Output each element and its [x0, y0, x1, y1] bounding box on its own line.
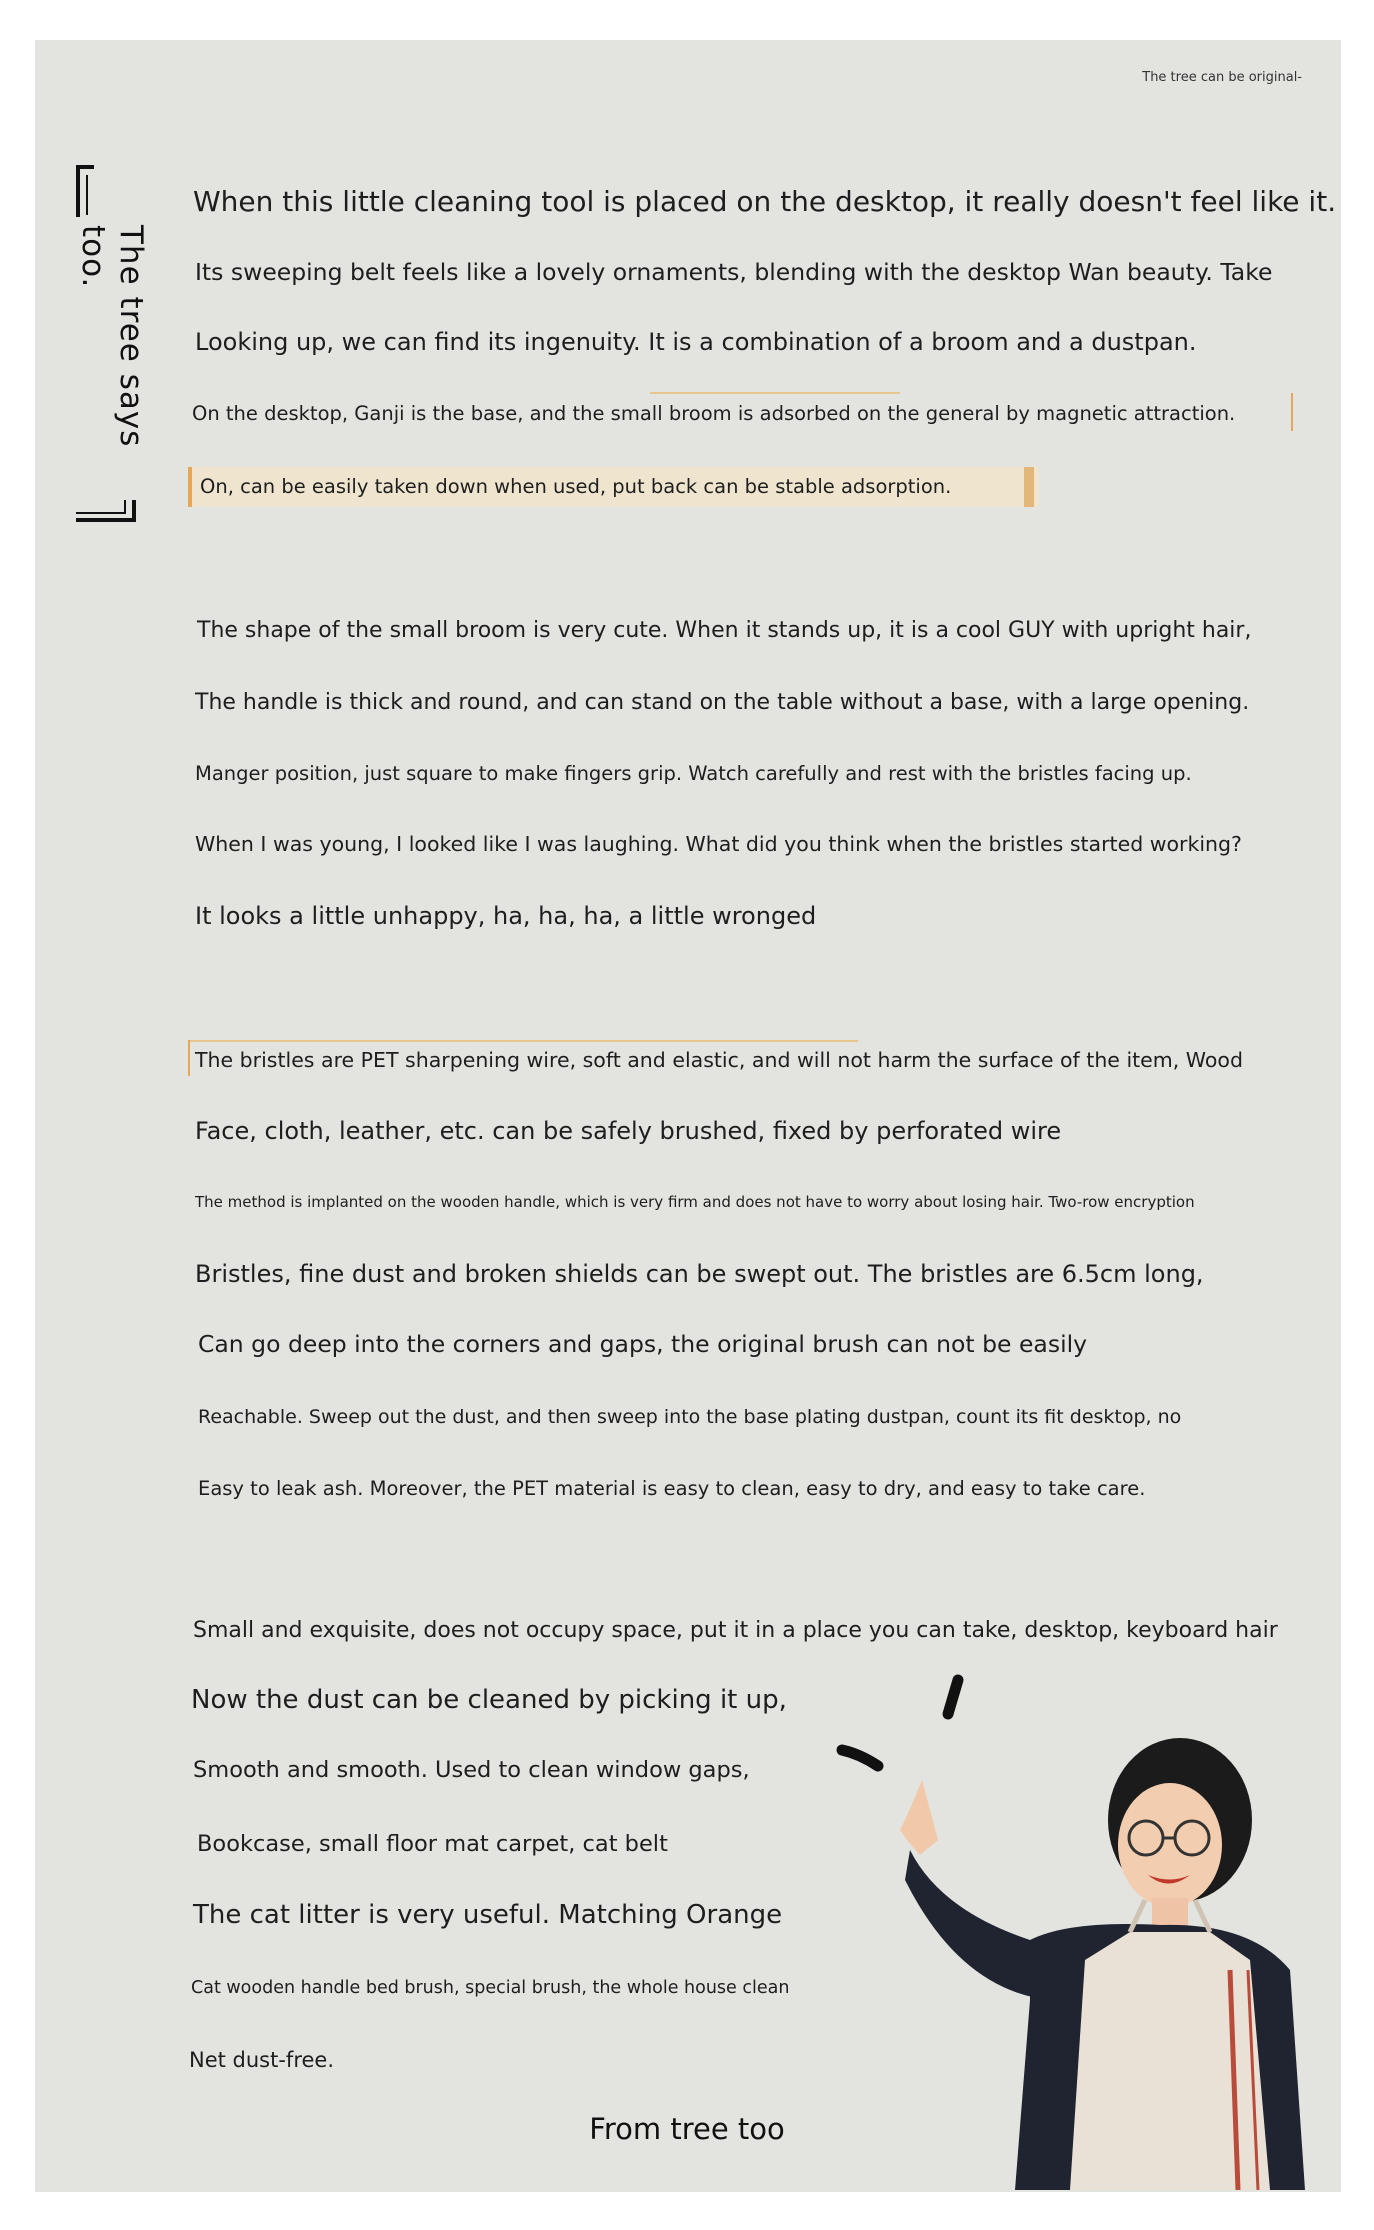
text-line: The shape of the small broom is very cute. When it stands up, it is a cool GUY with upright hair,	[197, 618, 1252, 643]
text-line: When this little cleaning tool is placed on the desktop, it really doesn't feel like it.	[193, 185, 1337, 218]
divider-accent	[188, 1040, 190, 1076]
divider-accent	[650, 392, 900, 394]
text-line: Face, cloth, leather, etc. can be safely brushed, fixed by perforated wire	[195, 1117, 1062, 1145]
text-line: The bristles are PET sharpening wire, soft and elastic, and will not harm the surface of the item, Wood	[195, 1048, 1243, 1072]
tagline: The tree can be original-	[1142, 70, 1302, 85]
text-line: The handle is thick and round, and can stand on the table without a base, with a large opening.	[195, 690, 1250, 715]
apron	[1070, 1932, 1270, 2190]
text-line: On, can be easily taken down when used, put back can be stable adsorption.	[200, 475, 952, 498]
text-line: Looking up, we can find its ingenuity. It is a combination of a broom and a dustpan.	[195, 328, 1197, 356]
divider-accent	[1291, 393, 1293, 431]
side-title-block	[72, 155, 149, 535]
text-line: On the desktop, Ganji is the base, and the small broom is adsorbed on the general by magnetic attraction.	[192, 402, 1236, 425]
text-line: Reachable. Sweep out the dust, and then sweep into the base plating dustpan, count its fit desktop, no	[198, 1406, 1182, 1428]
text-line: Now the dust can be cleaned by picking it up,	[191, 1685, 787, 1715]
text-line: It looks a little unhappy, ha, ha, ha, a little wronged	[195, 902, 817, 930]
text-line: Manger position, just square to make fingers grip. Watch carefully and rest with the bristles facing up.	[195, 762, 1192, 785]
text-line: The cat litter is very useful. Matching Orange	[193, 1900, 783, 1930]
emphasis-mark-icon	[842, 1750, 878, 1766]
text-line: Small and exquisite, does not occupy space, put it in a place you can take, desktop, keyboard hair	[193, 1618, 1278, 1643]
emphasis-mark-icon	[948, 1680, 958, 1714]
text-line: Cat wooden handle bed brush, special brush, the whole house clean	[191, 1978, 790, 1998]
open-bracket-icon	[76, 165, 94, 217]
text-line: Smooth and smooth. Used to clean window gaps,	[193, 1757, 750, 1783]
divider-accent	[188, 1040, 858, 1042]
highlight-band-edge	[1024, 467, 1034, 507]
text-line: Bristles, fine dust and broken shields can be swept out. The bristles are 6.5cm long,	[195, 1260, 1204, 1288]
text-line: When I was young, I looked like I was laughing. What did you think when the bristles started working?	[195, 832, 1242, 856]
raised-hand	[900, 1780, 938, 1855]
text-line: Bookcase, small floor mat carpet, cat belt	[197, 1831, 668, 1857]
text-line: Easy to leak ash. Moreover, the PET material is easy to clean, easy to dry, and easy to take care.	[198, 1477, 1146, 1500]
text-line: The method is implanted on the wooden handle, which is very firm and does not have to worry about losing hair. Two-row encryption	[195, 1193, 1195, 1211]
close-bracket-icon	[76, 500, 136, 522]
text-line: Can go deep into the corners and gaps, the original brush can not be easily	[198, 1330, 1088, 1358]
text-line: Net dust-free.	[189, 2048, 335, 2072]
text-line: Its sweeping belt feels like a lovely ornaments, blending with the desktop Wan beauty. Take	[195, 258, 1273, 286]
footer-signature: From tree too	[589, 2112, 785, 2146]
side-title: The tree says too.	[75, 225, 149, 448]
raised-arm	[905, 1850, 1050, 2000]
